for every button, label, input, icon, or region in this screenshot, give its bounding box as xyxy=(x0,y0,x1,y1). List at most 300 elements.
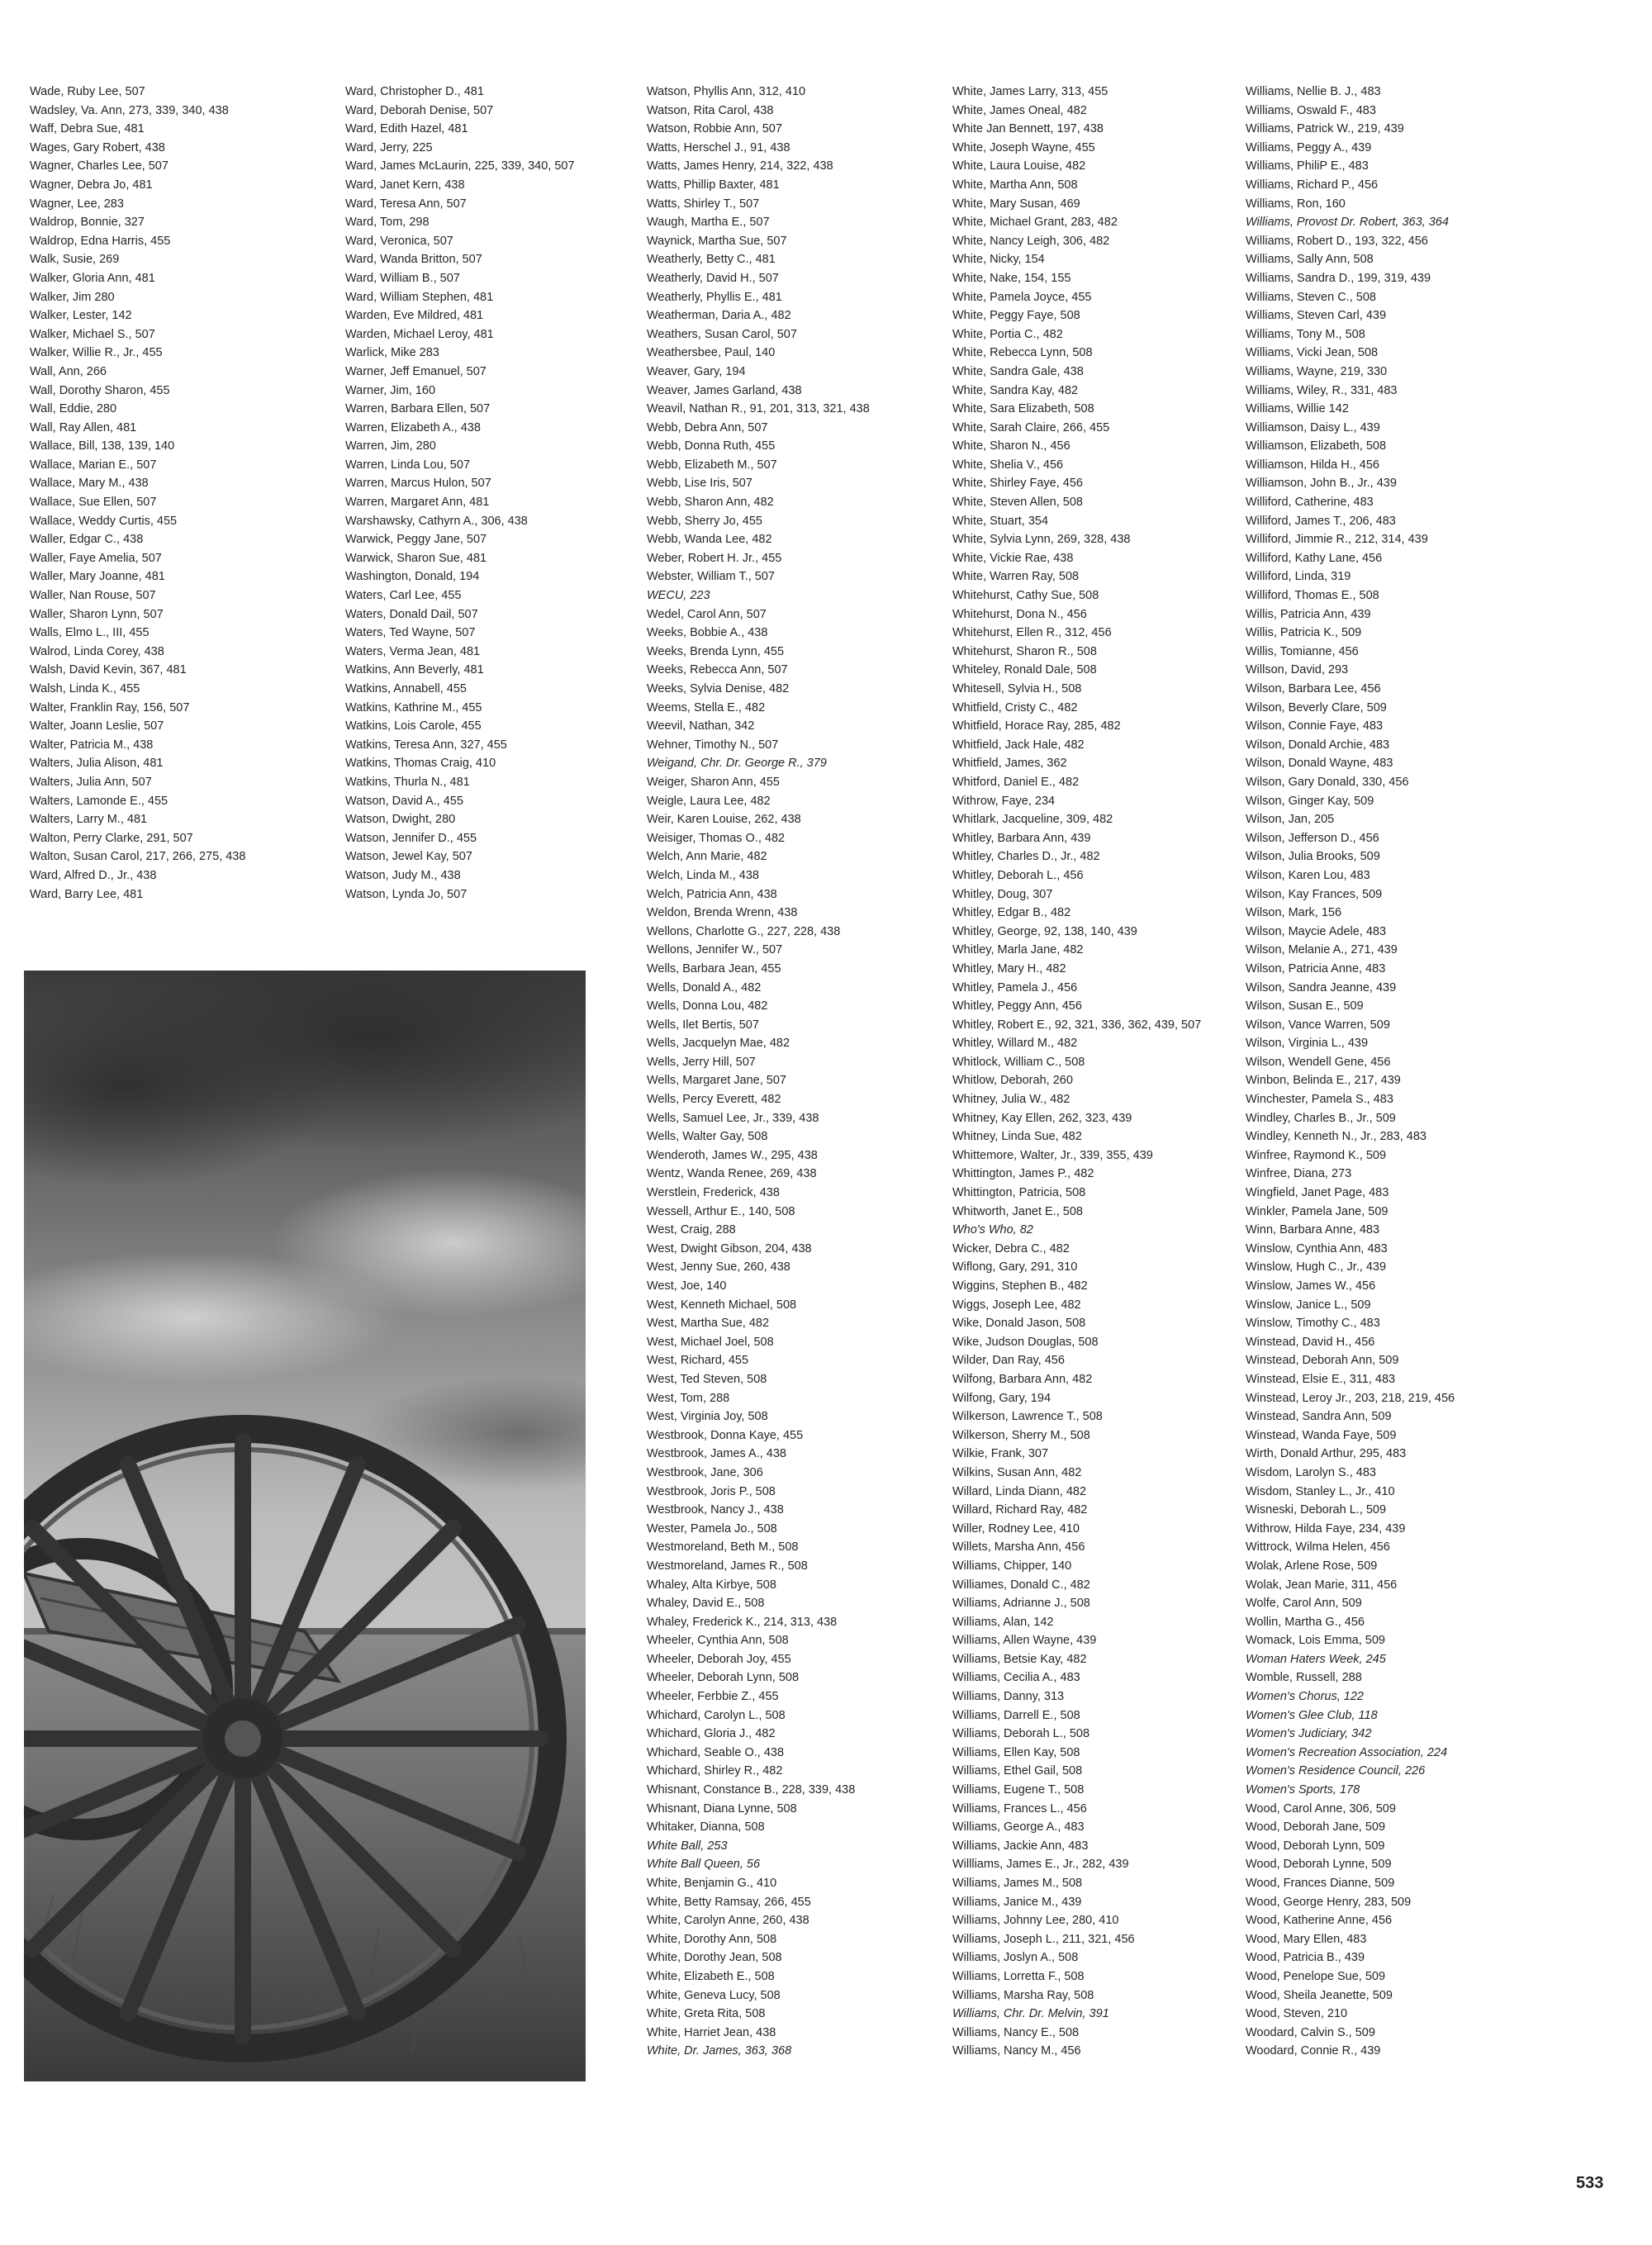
index-entry: Warden, Michael Leroy, 481 xyxy=(345,327,494,341)
index-entry: Ward, Alfred D., Jr., 438 xyxy=(30,868,157,882)
index-entry: Williams, Ron, 160 xyxy=(1246,197,1346,211)
index-column-1 xyxy=(30,83,245,904)
index-entry: West, Ted Steven, 508 xyxy=(647,1372,767,1386)
index-entry: Wilson, Susan E., 509 xyxy=(1246,999,1364,1013)
index-entry: Ward, Edith Hazel, 481 xyxy=(345,122,468,136)
index-entry: Waters, Verma Jean, 481 xyxy=(345,644,481,658)
index-entry: Wike, Judson Douglas, 508 xyxy=(952,1335,1099,1349)
index-entry: Williams, Jackie Ann, 483 xyxy=(952,1839,1089,1853)
index-entry: Wilson, Mark, 156 xyxy=(1246,906,1342,920)
index-entry: West, Jenny Sue, 260, 438 xyxy=(647,1260,790,1274)
index-entry: White, Carolyn Anne, 260, 438 xyxy=(647,1914,809,1928)
index-entry: Wheeler, Deborah Joy, 455 xyxy=(647,1652,791,1666)
index-entry: Williams, Peggy A., 439 xyxy=(1246,140,1372,154)
index-entry: Walker, Willie R., Jr., 455 xyxy=(30,346,163,360)
index-column-3 xyxy=(647,83,870,2061)
index-entry: Walk, Susie, 269 xyxy=(30,253,120,267)
index-entry: White, Sharon N., 456 xyxy=(952,439,1070,453)
index-entry: Wilson, Gary Donald, 330, 456 xyxy=(1246,775,1409,789)
index-entry: Weathers, Susan Carol, 507 xyxy=(647,327,797,341)
index-entry: Westbrook, Joris P., 508 xyxy=(647,1484,776,1498)
index-entry: Warren, Margaret Ann, 481 xyxy=(345,496,490,510)
index-entry: Winstead, Elsie E., 311, 483 xyxy=(1246,1372,1396,1386)
index-entry: Wilson, Connie Faye, 483 xyxy=(1246,719,1384,733)
index-entry: Wadsley, Va. Ann, 273, 339, 340, 438 xyxy=(30,103,229,117)
index-entry: Wood, Deborah Jane, 509 xyxy=(1246,1820,1386,1834)
index-entry: Willis, Patricia Ann, 439 xyxy=(1246,607,1371,621)
index-entry: Whitfield, Jack Hale, 482 xyxy=(952,738,1085,752)
index-entry: Williams, Darrell E., 508 xyxy=(952,1708,1080,1722)
wagon-wheel-photo xyxy=(24,971,586,2081)
index-entry: Wilson, Maycie Adele, 483 xyxy=(1246,924,1387,938)
index-entry: Wood, Mary Ellen, 483 xyxy=(1246,1932,1367,1946)
index-entry: Wood, Deborah Lynn, 509 xyxy=(1246,1839,1385,1853)
index-entry: Women's Chorus, 122 xyxy=(1246,1690,1364,1704)
index-entry: Wollin, Martha G., 456 xyxy=(1246,1615,1365,1629)
index-entry: Who's Who, 82 xyxy=(952,1223,1033,1237)
index-entry: Whitehurst, Sharon R., 508 xyxy=(952,644,1097,658)
index-entry: Wilder, Dan Ray, 456 xyxy=(952,1354,1065,1368)
index-entry: Wilson, Virginia L., 439 xyxy=(1246,1037,1369,1051)
index-entry: Williams, Allen Wayne, 439 xyxy=(952,1634,1097,1648)
index-entry: Westbrook, James A., 438 xyxy=(647,1447,786,1461)
index-entry: Willard, Linda Diann, 482 xyxy=(952,1484,1087,1498)
index-entry: Williams, Frances L., 456 xyxy=(952,1801,1087,1815)
index-entry: Warren, Jim, 280 xyxy=(345,439,436,453)
index-entry: Williams, Ethel Gail, 508 xyxy=(952,1764,1083,1778)
index-entry: Wilson, Vance Warren, 509 xyxy=(1246,1018,1390,1032)
index-entry: Williams, Lorretta F., 508 xyxy=(952,1969,1085,1983)
index-entry: Williams, Wiley, R., 331, 483 xyxy=(1246,383,1398,397)
index-entry: Whitney, Linda Sue, 482 xyxy=(952,1130,1082,1144)
index-entry: Watson, Dwight, 280 xyxy=(345,813,456,827)
index-entry: Wellons, Jennifer W., 507 xyxy=(647,943,783,957)
index-entry: Watts, James Henry, 214, 322, 438 xyxy=(647,159,833,173)
index-entry: Watson, Jennifer D., 455 xyxy=(345,831,477,845)
index-entry: Williams, Alan, 142 xyxy=(952,1615,1054,1629)
index-entry: Wingfield, Janet Page, 483 xyxy=(1246,1186,1389,1200)
index-entry: Winfree, Diana, 273 xyxy=(1246,1167,1352,1181)
index-entry: Wade, Ruby Lee, 507 xyxy=(30,85,145,98)
index-entry: Williams, Cecilia A., 483 xyxy=(952,1671,1080,1685)
index-entry: Wilkerson, Lawrence T., 508 xyxy=(952,1410,1103,1424)
index-entry: Willis, Tomianne, 456 xyxy=(1246,644,1359,658)
index-entry: Warren, Linda Lou, 507 xyxy=(345,458,471,472)
index-entry: White, James Oneal, 482 xyxy=(952,103,1087,117)
index-entry: White, Elizabeth E., 508 xyxy=(647,1969,775,1983)
index-entry: Woodard, Connie R., 439 xyxy=(1246,2044,1381,2058)
index-entry: Wisdom, Larolyn S., 483 xyxy=(1246,1465,1376,1479)
index-entry: Williamson, Daisy L., 439 xyxy=(1246,420,1380,434)
index-entry: Warren, Barbara Ellen, 507 xyxy=(345,402,491,416)
index-entry: Wilson, Jan, 205 xyxy=(1246,813,1335,827)
index-entry: Windley, Charles B., Jr., 509 xyxy=(1246,1111,1396,1125)
index-entry: Williams, Nancy M., 456 xyxy=(952,2044,1081,2058)
index-entry: Williams, Steven Carl, 439 xyxy=(1246,309,1387,323)
index-entry: Whitfield, Horace Ray, 285, 482 xyxy=(952,719,1121,733)
index-entry: Waller, Faye Amelia, 507 xyxy=(30,551,162,565)
index-entry: Walters, Lamonde E., 455 xyxy=(30,794,169,808)
index-entry: Winslow, James W., 456 xyxy=(1246,1279,1376,1293)
index-entry: Wilson, Karen Lou, 483 xyxy=(1246,868,1370,882)
index-entry: Whitley, Deborah L., 456 xyxy=(952,868,1084,882)
index-entry: Walton, Susan Carol, 217, 266, 275, 438 xyxy=(30,850,246,864)
index-entry: Whichard, Gloria J., 482 xyxy=(647,1727,776,1741)
index-entry: Wall, Eddie, 280 xyxy=(30,402,117,416)
index-entry: Wood, Frances Dianne, 509 xyxy=(1246,1877,1395,1890)
index-entry: Weeks, Brenda Lynn, 455 xyxy=(647,644,785,658)
index-entry: Whittington, James P., 482 xyxy=(952,1167,1094,1181)
index-entry: Ward, Deborah Denise, 507 xyxy=(345,103,494,117)
index-entry: Waters, Ted Wayne, 507 xyxy=(345,626,476,640)
index-entry: Women's Glee Club, 118 xyxy=(1246,1708,1378,1722)
index-entry: Winslow, Hugh C., Jr., 439 xyxy=(1246,1260,1387,1274)
index-entry: White, Nancy Leigh, 306, 482 xyxy=(952,234,1110,248)
index-entry: Whitley, Edgar B., 482 xyxy=(952,906,1071,920)
index-entry: Woodard, Calvin S., 509 xyxy=(1246,2025,1375,2039)
index-entry: Whitley, Mary H., 482 xyxy=(952,961,1066,975)
index-entry: Willis, Patricia K., 509 xyxy=(1246,626,1362,640)
index-entry: Wilson, Ginger Kay, 509 xyxy=(1246,794,1374,808)
index-entry: Whitley, Charles D., Jr., 482 xyxy=(952,850,1100,864)
index-entry: Weir, Karen Louise, 262, 438 xyxy=(647,813,801,827)
index-entry: Williames, Donald C., 482 xyxy=(952,1578,1090,1592)
index-entry: Whaley, Alta Kirbye, 508 xyxy=(647,1578,776,1592)
index-entry: Westbrook, Jane, 306 xyxy=(647,1465,763,1479)
index-entry: Williams, Chr. Dr. Melvin, 391 xyxy=(952,2007,1109,2021)
index-entry: Wilson, Donald Wayne, 483 xyxy=(1246,757,1393,771)
index-entry: Weisiger, Thomas O., 482 xyxy=(647,831,786,845)
index-entry: Walton, Perry Clarke, 291, 507 xyxy=(30,831,193,845)
index-entry: White, Harriet Jean, 438 xyxy=(647,2025,776,2039)
index-entry: White, Laura Louise, 482 xyxy=(952,159,1086,173)
index-entry: White, Martha Ann, 508 xyxy=(952,178,1078,192)
index-entry: Winkler, Pamela Jane, 509 xyxy=(1246,1204,1389,1218)
index-column-4 xyxy=(952,83,1201,2061)
index-entry: Wilfong, Barbara Ann, 482 xyxy=(952,1372,1093,1386)
index-entry: Waller, Nan Rouse, 507 xyxy=(30,589,156,603)
index-entry: Williams, Willie 142 xyxy=(1246,402,1349,416)
index-entry: Wolfe, Carol Ann, 509 xyxy=(1246,1597,1362,1611)
index-entry: Williams, Joslyn A., 508 xyxy=(952,1951,1079,1965)
index-entry: Williams, Sandra D., 199, 319, 439 xyxy=(1246,271,1431,285)
index-entry: Womack, Lois Emma, 509 xyxy=(1246,1634,1385,1648)
index-entry: Westmoreland, Beth M., 508 xyxy=(647,1540,799,1554)
index-column-2 xyxy=(345,83,575,904)
index-entry: Williams, James M., 508 xyxy=(952,1877,1083,1890)
index-entry: Wilson, Jefferson D., 456 xyxy=(1246,831,1379,845)
index-entry: White, Nicky, 154 xyxy=(952,253,1045,267)
index-entry: Weigand, Chr. Dr. George R., 379 xyxy=(647,757,827,771)
index-entry: Walters, Julia Ann, 507 xyxy=(30,775,152,789)
index-entry: Weems, Stella E., 482 xyxy=(647,700,766,714)
index-entry: West, Dwight Gibson, 204, 438 xyxy=(647,1241,812,1255)
index-entry: Weeks, Bobbie A., 438 xyxy=(647,626,768,640)
index-entry: Wedel, Carol Ann, 507 xyxy=(647,607,767,621)
index-entry: Williford, Jimmie R., 212, 314, 439 xyxy=(1246,533,1428,547)
index-entry: Walker, Gloria Ann, 481 xyxy=(30,271,155,285)
index-entry: Whisnant, Constance B., 228, 339, 438 xyxy=(647,1783,856,1797)
index-entry: Wood, Sheila Jeanette, 509 xyxy=(1246,1988,1393,2002)
index-entry: Wallace, Marian E., 507 xyxy=(30,458,157,472)
index-entry: Wilkie, Frank, 307 xyxy=(952,1447,1049,1461)
index-entry: Whaley, David E., 508 xyxy=(647,1597,765,1611)
index-entry: Wells, Ilet Bertis, 507 xyxy=(647,1018,759,1032)
index-entry: Waldrop, Edna Harris, 455 xyxy=(30,234,171,248)
index-entry: Ward, Tom, 298 xyxy=(345,216,430,230)
index-entry: Whitney, Kay Ellen, 262, 323, 439 xyxy=(952,1111,1132,1125)
index-entry: Whitesell, Sylvia H., 508 xyxy=(952,682,1082,695)
index-entry: Wheeler, Cynthia Ann, 508 xyxy=(647,1634,789,1648)
index-entry: Wages, Gary Robert, 438 xyxy=(30,140,165,154)
index-entry: White Jan Bennett, 197, 438 xyxy=(952,122,1104,136)
index-entry: Welch, Linda M., 438 xyxy=(647,868,759,882)
index-entry: West, Martha Sue, 482 xyxy=(647,1317,770,1331)
index-entry: Werstlein, Frederick, 438 xyxy=(647,1186,780,1200)
index-entry: Wells, Jacquelyn Mae, 482 xyxy=(647,1037,790,1051)
index-entry: Willard, Richard Ray, 482 xyxy=(952,1503,1088,1517)
index-entry: Warshawsky, Cathyrn A., 306, 438 xyxy=(345,514,528,528)
index-entry: Watts, Phillip Baxter, 481 xyxy=(647,178,780,192)
index-entry: Womble, Russell, 288 xyxy=(1246,1671,1362,1685)
index-entry: Watson, Jewel Kay, 507 xyxy=(345,850,472,864)
index-entry: Whitford, Daniel E., 482 xyxy=(952,775,1080,789)
index-entry: Wilson, Patricia Anne, 483 xyxy=(1246,961,1386,975)
index-entry: Wisneski, Deborah L., 509 xyxy=(1246,1503,1387,1517)
index-entry: Warren, Marcus Hulon, 507 xyxy=(345,477,491,491)
index-entry: Winn, Barbara Anne, 483 xyxy=(1246,1223,1380,1237)
page-number: 533 xyxy=(1576,2174,1604,2192)
index-entry: White, Sarah Claire, 266, 455 xyxy=(952,420,1110,434)
index-entry: Ward, Janet Kern, 438 xyxy=(345,178,465,192)
index-entry: Watson, Lynda Jo, 507 xyxy=(345,887,468,901)
index-entry: White, Steven Allen, 508 xyxy=(952,496,1083,510)
index-entry: West, Kenneth Michael, 508 xyxy=(647,1298,797,1312)
index-entry: Walrod, Linda Corey, 438 xyxy=(30,644,164,658)
index-entry: Warren, Elizabeth A., 438 xyxy=(345,420,481,434)
index-entry: Winstead, Leroy Jr., 203, 218, 219, 456 xyxy=(1246,1391,1455,1405)
index-entry: West, Richard, 455 xyxy=(647,1354,749,1368)
index-entry: Webb, Wanda Lee, 482 xyxy=(647,533,772,547)
index-entry: Windley, Kenneth N., Jr., 283, 483 xyxy=(1246,1130,1427,1144)
index-entry: Winslow, Janice L., 509 xyxy=(1246,1298,1371,1312)
index-entry: Warden, Eve Mildred, 481 xyxy=(345,309,484,323)
index-entry: Wolak, Jean Marie, 311, 456 xyxy=(1246,1578,1398,1592)
index-entry: Williams, Richard P., 456 xyxy=(1246,178,1379,192)
index-entry: Wells, Barbara Jean, 455 xyxy=(647,961,781,975)
index-entry: Whittington, Patricia, 508 xyxy=(952,1186,1086,1200)
index-entry: Waugh, Martha E., 507 xyxy=(647,216,770,230)
index-entry: Wells, Jerry Hill, 507 xyxy=(647,1055,756,1069)
index-entry: Weiger, Sharon Ann, 455 xyxy=(647,775,780,789)
index-entry: Williams, Deborah L., 508 xyxy=(952,1727,1090,1741)
index-entry: Wilkins, Susan Ann, 482 xyxy=(952,1465,1082,1479)
index-entry: Williams, Chipper, 140 xyxy=(952,1559,1072,1573)
index-entry: Wallace, Weddy Curtis, 455 xyxy=(30,514,178,528)
index-entry: Watson, Robbie Ann, 507 xyxy=(647,122,782,136)
index-entry: Williford, Kathy Lane, 456 xyxy=(1246,551,1383,565)
index-entry: Wike, Donald Jason, 508 xyxy=(952,1317,1086,1331)
index-entry: Whitlark, Jacqueline, 309, 482 xyxy=(952,813,1113,827)
index-entry: Williams, Robert D., 193, 322, 456 xyxy=(1246,234,1428,248)
index-entry: Williamson, John B., Jr., 439 xyxy=(1246,477,1397,491)
index-entry: Wisdom, Stanley L., Jr., 410 xyxy=(1246,1484,1395,1498)
index-entry: Women's Recreation Association, 224 xyxy=(1246,1745,1448,1759)
index-entry: Williams, Betsie Kay, 482 xyxy=(952,1652,1087,1666)
index-entry: Williams, Eugene T., 508 xyxy=(952,1783,1085,1797)
index-entry: Warner, Jeff Emanuel, 507 xyxy=(345,364,487,378)
index-entry: White Ball, 253 xyxy=(647,1839,728,1853)
index-entry: White, Geneva Lucy, 508 xyxy=(647,1988,781,2002)
index-entry: Wood, George Henry, 283, 509 xyxy=(1246,1895,1412,1909)
index-entry: Ward, William B., 507 xyxy=(345,271,460,285)
index-entry: Williams, Steven C., 508 xyxy=(1246,290,1376,304)
index-entry: Wirth, Donald Arthur, 295, 483 xyxy=(1246,1447,1407,1461)
index-entry: White, Michael Grant, 283, 482 xyxy=(952,216,1118,230)
index-entry: Ward, Wanda Britton, 507 xyxy=(345,253,482,267)
index-entry: Whitley, Willard M., 482 xyxy=(952,1037,1078,1051)
index-entry: Wall, Ann, 266 xyxy=(30,364,107,378)
index-entry: Williams, Oswald F., 483 xyxy=(1246,103,1376,117)
index-entry: Williams, Janice M., 439 xyxy=(952,1895,1082,1909)
index-entry: White, Sara Elizabeth, 508 xyxy=(952,402,1094,416)
index-entry: White, Rebecca Lynn, 508 xyxy=(952,346,1093,360)
index-entry: Webb, Sharon Ann, 482 xyxy=(647,496,774,510)
index-entry: Watson, Judy M., 438 xyxy=(345,868,461,882)
index-entry: Weigle, Laura Lee, 482 xyxy=(647,794,771,808)
index-entry: White, Sylvia Lynn, 269, 328, 438 xyxy=(952,533,1131,547)
index-entry: Wiflong, Gary, 291, 310 xyxy=(952,1260,1078,1274)
index-entry: Wood, Carol Anne, 306, 509 xyxy=(1246,1801,1396,1815)
index-entry: Wilson, Sandra Jeanne, 439 xyxy=(1246,980,1397,994)
index-entry: Watson, Rita Carol, 438 xyxy=(647,103,774,117)
index-entry: Westbrook, Donna Kaye, 455 xyxy=(647,1428,804,1442)
index-entry: Williams, Danny, 313 xyxy=(952,1690,1065,1704)
index-entry: Wells, Donald A., 482 xyxy=(647,980,762,994)
index-entry: Ward, James McLaurin, 225, 339, 340, 507 xyxy=(345,159,575,173)
index-entry: Winchester, Pamela S., 483 xyxy=(1246,1093,1393,1107)
index-entry: Webb, Lise Iris, 507 xyxy=(647,477,752,491)
index-entry: Ward, Veronica, 507 xyxy=(345,234,453,248)
index-entry: Wall, Dorothy Sharon, 455 xyxy=(30,383,170,397)
index-entry: White, Stuart, 354 xyxy=(952,514,1049,528)
index-entry: Weeks, Rebecca Ann, 507 xyxy=(647,663,788,677)
index-entry: Walters, Julia Alison, 481 xyxy=(30,757,164,771)
index-entry: Whitehurst, Cathy Sue, 508 xyxy=(952,589,1099,603)
index-entry: Wall, Ray Allen, 481 xyxy=(30,420,137,434)
index-entry: Ward, William Stephen, 481 xyxy=(345,290,494,304)
index-entry: Weavil, Nathan R., 91, 201, 313, 321, 438 xyxy=(647,402,870,416)
index-entry: Wilson, Beverly Clare, 509 xyxy=(1246,700,1387,714)
index-entry: Webb, Donna Ruth, 455 xyxy=(647,439,776,453)
index-entry: Weber, Robert H. Jr., 455 xyxy=(647,551,782,565)
index-column-5 xyxy=(1246,83,1455,2061)
index-entry: Whitlock, William C., 508 xyxy=(952,1055,1085,1069)
index-entry: Waters, Donald Dail, 507 xyxy=(345,607,478,621)
index-entry: Waller, Edgar C., 438 xyxy=(30,533,144,547)
index-entry: Wheeler, Deborah Lynn, 508 xyxy=(647,1671,800,1685)
index-entry: Waller, Mary Joanne, 481 xyxy=(30,570,165,584)
index-entry: Welch, Patricia Ann, 438 xyxy=(647,887,777,901)
index-entry: Walsh, David Kevin, 367, 481 xyxy=(30,663,187,677)
index-entry: Winslow, Timothy C., 483 xyxy=(1246,1317,1380,1331)
index-entry: Withrow, Hilda Faye, 234, 439 xyxy=(1246,1521,1406,1535)
index-entry: Wiggs, Joseph Lee, 482 xyxy=(952,1298,1081,1312)
index-entry: Williams, Nellie B. J., 483 xyxy=(1246,85,1381,98)
index-entry: Weatherly, Phyllis E., 481 xyxy=(647,290,782,304)
index-entry: Williams, Adrianne J., 508 xyxy=(952,1597,1090,1611)
index-entry: Wilkerson, Sherry M., 508 xyxy=(952,1428,1090,1442)
index-entry: Waters, Carl Lee, 455 xyxy=(345,589,462,603)
index-entry: Williams, Ellen Kay, 508 xyxy=(952,1745,1080,1759)
index-entry: Wittrock, Wilma Helen, 456 xyxy=(1246,1540,1390,1554)
index-entry: Wells, Walter Gay, 508 xyxy=(647,1130,768,1144)
index-entry: Williford, Thomas E., 508 xyxy=(1246,589,1379,603)
index-entry: Walker, Lester, 142 xyxy=(30,309,132,323)
index-entry: Wallace, Sue Ellen, 507 xyxy=(30,496,157,510)
index-entry: White, Betty Ramsay, 266, 455 xyxy=(647,1895,811,1909)
index-entry: Whitley, Pamela J., 456 xyxy=(952,980,1078,994)
index-entry: White, Shelia V., 456 xyxy=(952,458,1064,472)
index-entry: Washington, Donald, 194 xyxy=(345,570,480,584)
index-entry: White, Nake, 154, 155 xyxy=(952,271,1071,285)
index-entry: Whichard, Seable O., 438 xyxy=(647,1745,785,1759)
index-entry: Watson, Phyllis Ann, 312, 410 xyxy=(647,85,806,98)
index-entry: White, Warren Ray, 508 xyxy=(952,570,1080,584)
index-entry: Webb, Elizabeth M., 507 xyxy=(647,458,777,472)
index-entry: Wagner, Charles Lee, 507 xyxy=(30,159,169,173)
index-entry: Whitley, Doug, 307 xyxy=(952,887,1053,901)
index-entry: Weevil, Nathan, 342 xyxy=(647,719,755,733)
index-entry: Wenderoth, James W., 295, 438 xyxy=(647,1148,818,1162)
index-entry: Whisnant, Diana Lynne, 508 xyxy=(647,1801,797,1815)
index-entry: Wester, Pamela Jo., 508 xyxy=(647,1521,777,1535)
index-entry: Wood, Katherine Anne, 456 xyxy=(1246,1914,1393,1928)
index-entry: Warlick, Mike 283 xyxy=(345,346,439,360)
index-entry: Whitehurst, Dona N., 456 xyxy=(952,607,1087,621)
index-entry: Watkins, Ann Beverly, 481 xyxy=(345,663,484,677)
index-entry: Walls, Elmo L., III, 455 xyxy=(30,626,150,640)
index-entry: Webster, William T., 507 xyxy=(647,570,775,584)
index-entry: Wood, Patricia B., 439 xyxy=(1246,1951,1365,1965)
index-entry: Wilson, Barbara Lee, 456 xyxy=(1246,682,1381,695)
index-entry: Watkins, Lois Carole, 455 xyxy=(345,719,482,733)
index-entry: Weatherly, Betty C., 481 xyxy=(647,253,776,267)
index-entry: White, Joseph Wayne, 455 xyxy=(952,140,1095,154)
index-entry: Watkins, Kathrine M., 455 xyxy=(345,700,482,714)
index-entry: White Ball Queen, 56 xyxy=(647,1858,761,1872)
index-entry: Walter, Patricia M., 438 xyxy=(30,738,154,752)
index-entry: Whitlow, Deborah, 260 xyxy=(952,1074,1073,1088)
index-entry: Walker, Michael S., 507 xyxy=(30,327,155,341)
index-entry: White, Dorothy Jean, 508 xyxy=(647,1951,782,1965)
index-entry: Whitaker, Dianna, 508 xyxy=(647,1820,765,1834)
index-entry: Weathersbee, Paul, 140 xyxy=(647,346,776,360)
index-entry: White, Shirley Faye, 456 xyxy=(952,477,1083,491)
index-entry: Whichard, Shirley R., 482 xyxy=(647,1764,783,1778)
index-entry: Wicker, Debra C., 482 xyxy=(952,1241,1070,1255)
index-entry: Williams, Tony M., 508 xyxy=(1246,327,1365,341)
index-entry: Wilson, Kay Frances, 509 xyxy=(1246,887,1383,901)
index-entry: Williams, Provost Dr. Robert, 363, 364 xyxy=(1246,216,1449,230)
index-entry: Wells, Donna Lou, 482 xyxy=(647,999,768,1013)
index-entry: Weaver, James Garland, 438 xyxy=(647,383,802,397)
index-entry: Wilson, Melanie A., 271, 439 xyxy=(1246,943,1398,957)
index-entry: Webb, Debra Ann, 507 xyxy=(647,420,768,434)
index-entry: Wilson, Julia Brooks, 509 xyxy=(1246,850,1380,864)
index-entry: Weatherman, Daria A., 482 xyxy=(647,309,791,323)
index-entry: Whitley, George, 92, 138, 140, 439 xyxy=(952,924,1137,938)
